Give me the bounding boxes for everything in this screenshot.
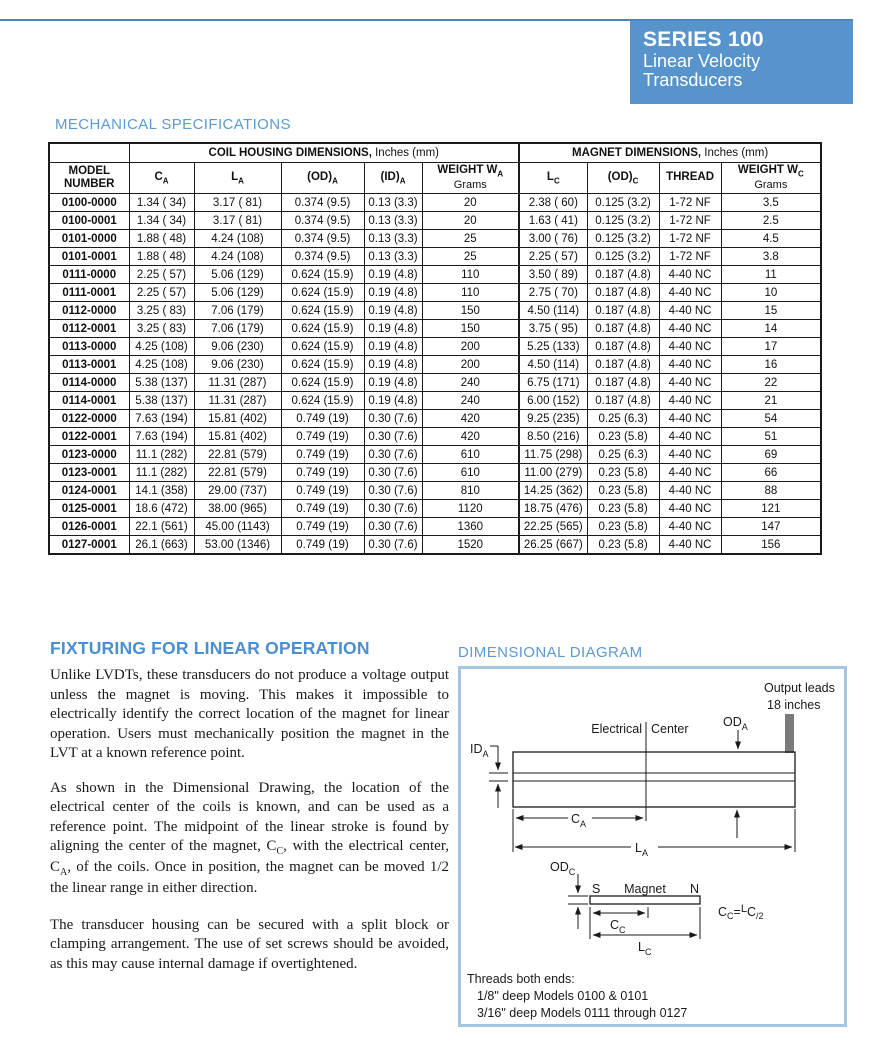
spec-cell: 11 [721,266,821,284]
model-number-cell: 0122-0001 [49,428,129,446]
coil-housing-outline [513,752,795,807]
spec-cell: 0.19 (4.8) [364,338,422,356]
table-row [49,212,821,230]
spec-cell: 11.1 (282) [129,464,194,482]
spec-cell: 20 [422,212,519,230]
fixturing-paragraph-1: Unlike LVDTs, these transducers do not produce a voltage output unless the magnet is moving. This makes it impossible to electrically identify the correct location of the magnet for linear operation. Users must mechanically position the magnet in the LVT at a known reference point. [50,667,449,761]
spec-cell: 0.749 (19) [281,446,364,464]
spec-cell: 1.88 ( 48) [129,248,194,266]
spec-cell: 0.187 (4.8) [587,266,659,284]
spec-cell: 11.1 (282) [129,446,194,464]
electrical-center-label: Electrical [591,722,642,736]
fixturing-section [50,638,449,989]
spec-cell: 0.187 (4.8) [587,392,659,410]
spec-cell: 200 [422,356,519,374]
model-number-cell: 0113-0000 [49,338,129,356]
spec-cell: 9.06 (230) [194,338,281,356]
spec-cell: 420 [422,410,519,428]
magnet-south-label: S [592,882,601,896]
col-header-model: MODEL NUMBER [49,163,129,194]
col-header-thread: THREAD [659,163,721,194]
spec-cell: 0.23 (5.8) [587,518,659,536]
spec-cell: 69 [721,446,821,464]
magnet-label: Magnet [624,882,666,896]
spec-cell: 0.19 (4.8) [364,356,422,374]
model-number-cell: 0111-0001 [49,284,129,302]
od-a-label: $OD_A$ [723,715,748,732]
spec-cell: 0.125 (3.2) [587,248,659,266]
spec-cell: 25 [422,230,519,248]
table-row [49,230,821,248]
spec-cell: 4-40 NC [659,320,721,338]
spec-cell: 2.38 ( 60) [519,194,587,212]
spec-cell: 6.00 (152) [519,392,587,410]
spec-cell: 15.81 (402) [194,410,281,428]
spec-cell: 110 [422,284,519,302]
spec-cell: 18.75 (476) [519,500,587,518]
c-c-label: $C_C$ [610,918,626,935]
model-number-cell: 0101-0001 [49,248,129,266]
model-number-cell: 0126-0001 [49,518,129,536]
spec-cell: 147 [721,518,821,536]
spec-cell: 7.63 (194) [129,410,194,428]
spec-cell: 1-72 NF [659,230,721,248]
spec-cell: 0.13 (3.3) [364,194,422,212]
spec-cell: 21 [721,392,821,410]
spec-cell: 5.06 (129) [194,266,281,284]
spec-cell: 0.749 (19) [281,482,364,500]
spec-cell: 1-72 NF [659,212,721,230]
fixturing-heading: FIXTURING FOR LINEAR OPERATION [50,638,370,658]
spec-cell: 4.5 [721,230,821,248]
spec-cell: 0.374 (9.5) [281,212,364,230]
model-number-cell: 0112-0000 [49,302,129,320]
table-row [49,428,821,446]
magnet-group-header: MAGNET DIMENSIONS, Inches (mm) [519,143,821,163]
spec-cell: 4-40 NC [659,536,721,555]
threads-note-line1: Threads both ends: [467,972,575,986]
threads-note-line2: 1/8" deep Models 0100 & 0101 [477,989,649,1003]
spec-cell: 0.749 (19) [281,410,364,428]
col-header-odc: $(OD)_C$ [587,163,659,194]
spec-cell: 11.31 (287) [194,374,281,392]
spec-cell: 0.624 (15.9) [281,374,364,392]
spec-cell: 121 [721,500,821,518]
spec-cell: 0.25 (6.3) [587,446,659,464]
spec-cell: 0.624 (15.9) [281,338,364,356]
table-row [49,464,821,482]
spec-cell: 17 [721,338,821,356]
spec-cell: 1.88 ( 48) [129,230,194,248]
spec-cell: 11.31 (287) [194,392,281,410]
spec-cell: 0.374 (9.5) [281,248,364,266]
spec-cell: 16 [721,356,821,374]
spec-cell: 11.75 (298) [519,446,587,464]
spec-cell: 0.187 (4.8) [587,374,659,392]
spec-cell: 66 [721,464,821,482]
series-title: SERIES 100 [643,28,764,51]
spec-cell: 240 [422,374,519,392]
spec-cell: 0.374 (9.5) [281,230,364,248]
spec-cell: 22 [721,374,821,392]
spec-cell: 156 [721,536,821,555]
spec-cell: 22.25 (565) [519,518,587,536]
spec-cell: 5.38 (137) [129,392,194,410]
spec-cell: 11.00 (279) [519,464,587,482]
spec-cell: 4-40 NC [659,464,721,482]
spec-cell: 0.125 (3.2) [587,230,659,248]
spec-cell: 20 [422,194,519,212]
model-number-cell: 0122-0000 [49,410,129,428]
series-title-box [630,21,853,104]
spec-cell: 0.624 (15.9) [281,284,364,302]
model-number-cell: 0124-0001 [49,482,129,500]
spec-cell: 3.50 ( 89) [519,266,587,284]
col-header-lc: $L_C$ [519,163,587,194]
table-row [49,410,821,428]
model-number-cell: 0101-0000 [49,230,129,248]
spec-cell: 3.5 [721,194,821,212]
spec-cell: 15 [721,302,821,320]
spec-cell: 22.1 (561) [129,518,194,536]
spec-cell: 22.81 (579) [194,446,281,464]
model-number-cell: 0127-0001 [49,536,129,555]
col-header-oda: $(OD)_A$ [281,163,364,194]
spec-cell: 0.23 (5.8) [587,464,659,482]
spec-cell: 0.19 (4.8) [364,320,422,338]
spec-cell: 0.30 (7.6) [364,500,422,518]
table-row [49,500,821,518]
col-header-ca: $C_A$ [129,163,194,194]
spec-cell: 0.13 (3.3) [364,212,422,230]
spec-cell: 2.75 ( 70) [519,284,587,302]
spec-cell: 610 [422,464,519,482]
spec-cell: 200 [422,338,519,356]
output-leads-length-label: 18 inches [767,698,821,712]
model-number-cell: 0114-0001 [49,392,129,410]
column-header-row [49,163,821,194]
spec-cell: 1-72 NF [659,194,721,212]
spec-cell: 0.624 (15.9) [281,266,364,284]
spec-cell: 0.374 (9.5) [281,194,364,212]
spec-cell: 0.30 (7.6) [364,446,422,464]
spec-cell: 0.749 (19) [281,536,364,555]
spec-cell: 0.19 (4.8) [364,392,422,410]
spec-cell: 4.25 (108) [129,338,194,356]
spec-cell: 4-40 NC [659,500,721,518]
spec-cell: 1-72 NF [659,248,721,266]
dimensional-diagram-drawing [461,669,844,1024]
spec-cell: 0.19 (4.8) [364,284,422,302]
spec-cell: 1.63 ( 41) [519,212,587,230]
spec-cell: 0.125 (3.2) [587,194,659,212]
spec-cell: 2.5 [721,212,821,230]
spec-cell: 240 [422,392,519,410]
magnet-outline [590,896,700,904]
model-number-cell: 0113-0001 [49,356,129,374]
table-row [49,482,821,500]
group-header-row [49,143,821,163]
table-row [49,320,821,338]
dimensional-diagram-heading: DIMENSIONAL DIAGRAM [458,644,643,661]
col-header-weight-wa: WEIGHT $W_A$ Grams [422,163,519,194]
spec-cell: 0.23 (5.8) [587,482,659,500]
spec-cell: 0.19 (4.8) [364,374,422,392]
spec-cell: 3.25 ( 83) [129,302,194,320]
spec-cell: 2.25 ( 57) [129,284,194,302]
spec-cell: 3.75 ( 95) [519,320,587,338]
spec-cell: 9.25 (235) [519,410,587,428]
l-a-label: $L_A$ [635,841,648,858]
spec-cell: 0.187 (4.8) [587,356,659,374]
spec-cell: 5.25 (133) [519,338,587,356]
table-row [49,446,821,464]
table-row [49,338,821,356]
spec-cell: 1120 [422,500,519,518]
spec-cell: 4-40 NC [659,266,721,284]
spec-cell: 4.50 (114) [519,302,587,320]
spec-cell: 10 [721,284,821,302]
spec-cell: 0.13 (3.3) [364,248,422,266]
spec-cell: 22.81 (579) [194,464,281,482]
spec-cell: 420 [422,428,519,446]
magnet-north-label: N [689,882,699,896]
spec-cell: 3.00 ( 76) [519,230,587,248]
spec-cell: 4.50 (114) [519,356,587,374]
model-number-cell: 0125-0001 [49,500,129,518]
spec-cell: 4-40 NC [659,482,721,500]
c-a-label: $C_A$ [571,812,587,829]
spec-cell: 0.187 (4.8) [587,284,659,302]
spec-cell: 14.1 (358) [129,482,194,500]
spec-cell: 810 [422,482,519,500]
series-subtitle-line1: Linear Velocity [643,51,761,71]
id-a-label: $ID_A$ [470,742,489,759]
spec-cell: 14.25 (362) [519,482,587,500]
spec-cell: 0.187 (4.8) [587,338,659,356]
table-row [49,248,821,266]
spec-cell: 2.25 ( 57) [129,266,194,284]
spec-table-body [49,194,821,555]
spec-cell: 0.25 (6.3) [587,410,659,428]
spec-cell: 0.30 (7.6) [364,482,422,500]
spec-cell: 14 [721,320,821,338]
model-number-cell: 0123-0001 [49,464,129,482]
spec-cell: 8.50 (216) [519,428,587,446]
spec-cell: 25 [422,248,519,266]
spec-cell: 150 [422,320,519,338]
spec-cell: 45.00 (1143) [194,518,281,536]
table-row [49,356,821,374]
spec-cell: 4-40 NC [659,374,721,392]
spec-cell: 4-40 NC [659,338,721,356]
table-row [49,194,821,212]
spec-cell: 6.75 (171) [519,374,587,392]
spec-cell: 0.19 (4.8) [364,266,422,284]
model-number-cell: 0100-0001 [49,212,129,230]
spec-cell: 29.00 (737) [194,482,281,500]
spec-cell: 0.30 (7.6) [364,518,422,536]
model-number-cell: 0112-0001 [49,320,129,338]
spec-cell: 1360 [422,518,519,536]
spec-cell: 54 [721,410,821,428]
specifications-table [48,142,822,555]
spec-cell: 0.13 (3.3) [364,230,422,248]
spec-cell: 0.187 (4.8) [587,302,659,320]
spec-cell: 9.06 (230) [194,356,281,374]
spec-cell: 0.749 (19) [281,500,364,518]
table-row [49,266,821,284]
spec-cell: 4-40 NC [659,302,721,320]
spec-cell: 26.1 (663) [129,536,194,555]
spec-cell: 7.06 (179) [194,320,281,338]
spec-cell: 0.30 (7.6) [364,428,422,446]
blank-corner-cell [49,143,129,163]
spec-cell: 0.30 (7.6) [364,536,422,555]
spec-cell: 4-40 NC [659,392,721,410]
table-row [49,392,821,410]
spec-cell: 0.749 (19) [281,428,364,446]
spec-cell: 53.00 (1346) [194,536,281,555]
output-leads-label: Output leads [764,681,835,695]
spec-cell: 150 [422,302,519,320]
spec-cell: 4-40 NC [659,446,721,464]
electrical-center-label-2: Center [651,722,689,736]
spec-cell: 0.30 (7.6) [364,410,422,428]
spec-cell: 1.34 ( 34) [129,194,194,212]
spec-cell: 4-40 NC [659,518,721,536]
spec-cell: 15.81 (402) [194,428,281,446]
model-number-cell: 0114-0000 [49,374,129,392]
spec-cell: 4-40 NC [659,284,721,302]
coil-housing-group-header: COIL HOUSING DIMENSIONS, Inches (mm) [129,143,519,163]
spec-cell: 5.38 (137) [129,374,194,392]
spec-cell: 0.624 (15.9) [281,392,364,410]
spec-cell: 3.8 [721,248,821,266]
spec-cell: 38.00 (965) [194,500,281,518]
mechanical-specifications-heading: MECHANICAL SPECIFICATIONS [55,116,291,133]
spec-cell: 0.19 (4.8) [364,302,422,320]
spec-cell: 0.624 (15.9) [281,302,364,320]
dimensional-diagram-box [458,666,847,1027]
c-c-formula: $C_C=LC_{/2}$ [718,903,764,921]
spec-cell: 4.25 (108) [129,356,194,374]
spec-cell: 0.749 (19) [281,518,364,536]
spec-cell: 0.624 (15.9) [281,356,364,374]
spec-cell: 3.25 ( 83) [129,320,194,338]
spec-cell: 0.125 (3.2) [587,212,659,230]
spec-cell: 2.25 ( 57) [519,248,587,266]
col-header-la: $L_A$ [194,163,281,194]
spec-cell: 26.25 (667) [519,536,587,555]
spec-cell: 4.24 (108) [194,230,281,248]
table-row [49,284,821,302]
spec-cell: 0.749 (19) [281,464,364,482]
spec-cell: 0.187 (4.8) [587,320,659,338]
spec-cell: 4-40 NC [659,356,721,374]
col-header-weight-wc: WEIGHT $W_C$ Grams [721,163,821,194]
spec-cell: 4-40 NC [659,428,721,446]
spec-cell: 88 [721,482,821,500]
fixturing-paragraph-3: The transducer housing can be secured with a split block or clamping arrangement. The use of set screws should be avoided, as this may cause internal damage if overtightened. [50,916,449,972]
spec-cell: 110 [422,266,519,284]
spec-cell: 1.34 ( 34) [129,212,194,230]
spec-cell: 4-40 NC [659,410,721,428]
spec-cell: 5.06 (129) [194,284,281,302]
spec-cell: 0.23 (5.8) [587,500,659,518]
col-header-ida: $(ID)_A$ [364,163,422,194]
series-subtitle-line2: Transducers [643,70,743,91]
spec-cell: 0.23 (5.8) [587,536,659,555]
spec-cell: 4.24 (108) [194,248,281,266]
model-number-cell: 0123-0000 [49,446,129,464]
spec-cell: 7.06 (179) [194,302,281,320]
spec-cell: 1520 [422,536,519,555]
spec-cell: 0.23 (5.8) [587,428,659,446]
fixturing-paragraph-2: As shown in the Dimensional Drawing, the location of the electrical center of the coils is known, and can be used as a reference point. The midpoint of the linear stroke is found by aligning the center of the magnet, $C_C$, with the electrical center, $C_A$, of the coils. Once in position, the magnet can be moved 1/2 the linear range in either direction. [50,779,449,896]
output-lead-wire [785,714,794,753]
od-c-label: $OD_C$ [550,860,576,877]
table-row [49,518,821,536]
model-number-cell: 0111-0000 [49,266,129,284]
spec-cell: 0.624 (15.9) [281,320,364,338]
l-c-label: $L_C$ [638,940,652,957]
model-number-cell: 0100-0000 [49,194,129,212]
table-row [49,302,821,320]
spec-cell: 3.17 ( 81) [194,212,281,230]
spec-cell: 51 [721,428,821,446]
table-row [49,536,821,555]
spec-cell: 7.63 (194) [129,428,194,446]
spec-cell: 610 [422,446,519,464]
spec-cell: 18.6 (472) [129,500,194,518]
table-row [49,374,821,392]
spec-cell: 3.17 ( 81) [194,194,281,212]
spec-cell: 0.30 (7.6) [364,464,422,482]
threads-note-line3: 3/16" deep Models 0111 through 0127 [477,1006,688,1020]
